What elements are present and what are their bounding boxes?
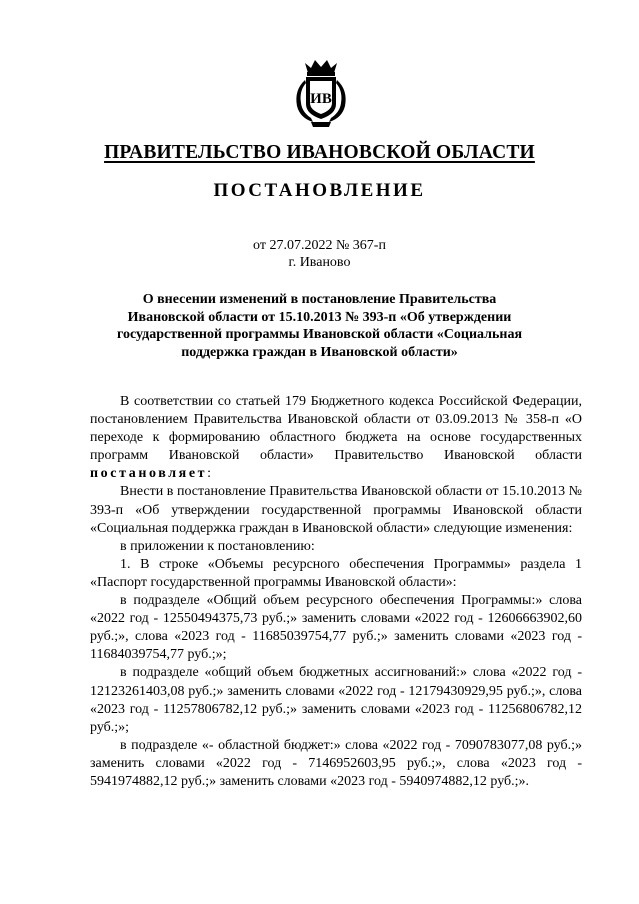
document-date-number: от 27.07.2022 № 367-п (253, 238, 386, 253)
emblem-inscription: ИВ (310, 91, 332, 107)
body-paragraph: в подразделе «- областной бюджет:» слова «2022 год - 7090783077,08 руб.;» заменить словами «2022 год - 7146952603,95 руб.;», слова «2023 год - 5941974882,12 руб.;» заменить словами «2023 год - 5940974882,12 руб.;». (90, 737, 582, 789)
subject-line-4: поддержка граждан в Ивановской области» (181, 344, 458, 360)
subject-line-3: государственной программы Ивановской области «Социальная (116, 327, 523, 343)
paragraph-text: В соответствии со статьей 179 Бюджетного кодекса Российской Федерации, постановлением Правительства Ивановской области от 03.09.2013 № 358-п «О переходе к формированию областного бюджета на основе государственных программ Ивановской области» Правительство Ивановской области (90, 394, 582, 464)
document-type-heading: ПОСТАНОВЛЕНИЕ (213, 180, 426, 201)
body-paragraph (90, 393, 582, 483)
document-subject (90, 291, 549, 361)
body-paragraph: Внести в постановление Правительства Ивановской области от 15.10.2013 № 393-п «Об утверждении государственной программы Ивановской области «Социальная поддержка граждан в Ивановской области» следующие изменения: (90, 484, 582, 536)
paragraph-end: : (207, 466, 212, 482)
body-paragraph: в подразделе «общий объем бюджетных ассигнований:» слова «2022 год - 12123261403,08 руб.;» заменить словами «2022 год - 12179430929,95 руб.;», слова «2023 год - 11257806782,12 руб.;» заменить словами «2023 год - 11256806782,12 руб.;»; (90, 665, 582, 735)
subject-line-1: О внесении изменений в постановление Правительства (142, 292, 497, 307)
body-paragraph: в приложении к постановлению: (120, 538, 315, 554)
subject-line-2: Ивановской области от 15.10.2013 № 393-п «Об утверждении (127, 309, 512, 325)
decree-verb: постановляет (90, 466, 208, 482)
coat-of-arms-icon (291, 58, 351, 130)
document-body (90, 393, 582, 791)
government-title: ПРАВИТЕЛЬСТВО ИВАНОВСКОЙ ОБЛАСТИ (104, 142, 535, 163)
document-city: г. Иваново (288, 255, 351, 270)
body-paragraph: в подразделе «Общий объем ресурсного обеспечения Программы:» слова «2022 год - 12550494375,73 руб.;» заменить словами «2022 год - 12606663902,60 руб.;», слова «2023 год - 11685039754,77 руб.;» заменить словами «2023 год - 11684039754,77 руб.;»; (90, 593, 582, 663)
body-paragraph: 1. В строке «Объемы ресурсного обеспечения Программы» раздела 1 «Паспорт государственной программы Ивановской области»: (90, 556, 582, 590)
